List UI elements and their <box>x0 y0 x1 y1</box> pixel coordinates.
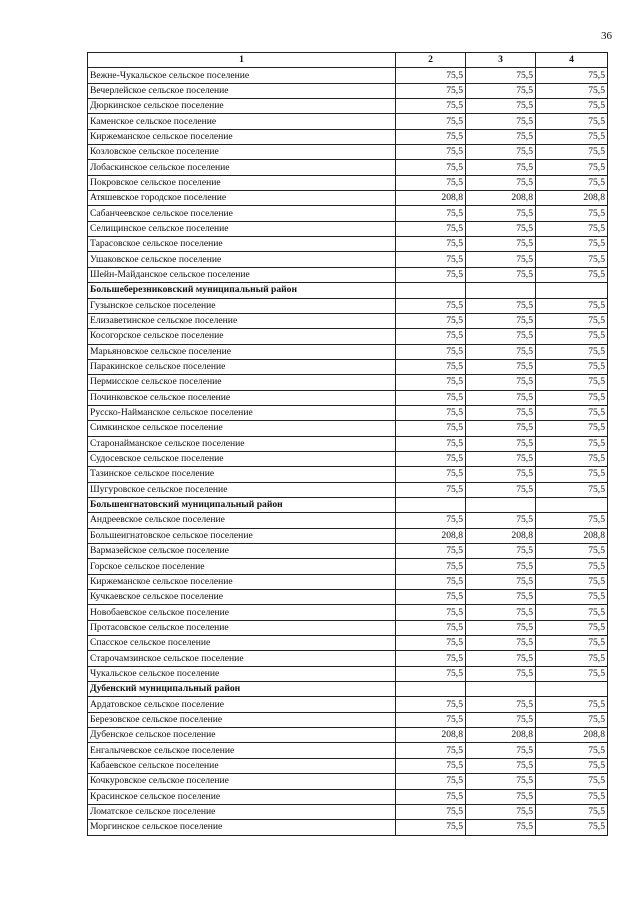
table-row <box>88 574 608 589</box>
table-row <box>88 620 608 635</box>
value-cell-col4: 75,5 <box>536 651 608 666</box>
value-cell-col2: 75,5 <box>396 114 466 129</box>
settlement-name: Спасское сельское поселение <box>88 636 396 651</box>
value-cell-col2: 75,5 <box>396 83 466 98</box>
value-cell-col4: 75,5 <box>536 375 608 390</box>
value-cell-col4: 75,5 <box>536 636 608 651</box>
value-cell-col2: 75,5 <box>396 544 466 559</box>
settlements-table <box>87 52 608 836</box>
district-header-row <box>88 497 608 512</box>
table-row <box>88 590 608 605</box>
value-cell-col3: 75,5 <box>466 344 536 359</box>
table-row <box>88 651 608 666</box>
value-cell-col4: 75,5 <box>536 99 608 114</box>
value-cell-col4: 75,5 <box>536 482 608 497</box>
settlement-name: Русско-Найманское сельское поселение <box>88 405 396 420</box>
settlement-name: Покровское сельское поселение <box>88 175 396 190</box>
table-row <box>88 528 608 543</box>
value-cell-col4: 75,5 <box>536 789 608 804</box>
value-cell-col2: 75,5 <box>396 160 466 175</box>
settlement-name: Атяшевское городское поселение <box>88 191 396 206</box>
value-cell-col4: 75,5 <box>536 544 608 559</box>
value-cell-col2: 75,5 <box>396 513 466 528</box>
empty-cell <box>466 682 536 697</box>
table-row <box>88 774 608 789</box>
table-row <box>88 482 608 497</box>
table-row <box>88 375 608 390</box>
value-cell-col2: 75,5 <box>396 636 466 651</box>
value-cell-col3: 75,5 <box>466 375 536 390</box>
settlement-name: Кабаевское сельское поселение <box>88 758 396 773</box>
table-row <box>88 405 608 420</box>
settlement-name: Каменское сельское поселение <box>88 114 396 129</box>
table-row <box>88 758 608 773</box>
value-cell-col2: 75,5 <box>396 267 466 282</box>
settlement-name: Тазинское сельское поселение <box>88 467 396 482</box>
value-cell-col2: 75,5 <box>396 145 466 160</box>
value-cell-col3: 75,5 <box>466 666 536 681</box>
value-cell-col4: 75,5 <box>536 83 608 98</box>
value-cell-col2: 75,5 <box>396 651 466 666</box>
value-cell-col4: 75,5 <box>536 421 608 436</box>
settlement-name: Кучкаевское сельское поселение <box>88 590 396 605</box>
value-cell-col3: 75,5 <box>466 390 536 405</box>
value-cell-col2: 75,5 <box>396 405 466 420</box>
table-row <box>88 636 608 651</box>
value-cell-col3: 75,5 <box>466 206 536 221</box>
value-cell-col4: 75,5 <box>536 313 608 328</box>
settlement-name: Киржеманское сельское поселение <box>88 574 396 589</box>
settlement-name: Андреевское сельское поселение <box>88 513 396 528</box>
value-cell-col3: 75,5 <box>466 605 536 620</box>
value-cell-col3: 75,5 <box>466 99 536 114</box>
table-row <box>88 804 608 819</box>
value-cell-col3: 75,5 <box>466 636 536 651</box>
table-row <box>88 743 608 758</box>
value-cell-col3: 75,5 <box>466 712 536 727</box>
table-row <box>88 267 608 282</box>
table-row <box>88 559 608 574</box>
value-cell-col3: 75,5 <box>466 574 536 589</box>
value-cell-col2: 75,5 <box>396 359 466 374</box>
value-cell-col4: 75,5 <box>536 467 608 482</box>
value-cell-col4: 75,5 <box>536 68 608 83</box>
table-header-row <box>88 53 608 68</box>
value-cell-col4: 75,5 <box>536 436 608 451</box>
value-cell-col3: 75,5 <box>466 651 536 666</box>
settlement-name: Симкинское сельское поселение <box>88 421 396 436</box>
value-cell-col2: 75,5 <box>396 421 466 436</box>
value-cell-col2: 75,5 <box>396 221 466 236</box>
table-row <box>88 390 608 405</box>
table-row <box>88 789 608 804</box>
table-row <box>88 237 608 252</box>
value-cell-col3: 75,5 <box>466 513 536 528</box>
table-row <box>88 329 608 344</box>
value-cell-col2: 75,5 <box>396 313 466 328</box>
value-cell-col4: 75,5 <box>536 620 608 635</box>
value-cell-col3: 75,5 <box>466 743 536 758</box>
value-cell-col2: 75,5 <box>396 712 466 727</box>
empty-cell <box>536 682 608 697</box>
value-cell-col4: 75,5 <box>536 774 608 789</box>
table-row <box>88 513 608 528</box>
value-cell-col4: 75,5 <box>536 359 608 374</box>
value-cell-col2: 75,5 <box>396 344 466 359</box>
value-cell-col3: 75,5 <box>466 774 536 789</box>
value-cell-col4: 75,5 <box>536 605 608 620</box>
column-header-3: 3 <box>466 53 536 68</box>
value-cell-col4: 75,5 <box>536 129 608 144</box>
table-row <box>88 359 608 374</box>
value-cell-col3: 75,5 <box>466 83 536 98</box>
value-cell-col2: 75,5 <box>396 298 466 313</box>
value-cell-col2: 75,5 <box>396 559 466 574</box>
table-row <box>88 145 608 160</box>
settlement-name: Лобаскинское сельское поселение <box>88 160 396 175</box>
settlement-name: Вармазейское сельское поселение <box>88 544 396 559</box>
value-cell-col2: 75,5 <box>396 175 466 190</box>
value-cell-col2: 75,5 <box>396 206 466 221</box>
value-cell-col2: 208,8 <box>396 191 466 206</box>
value-cell-col4: 75,5 <box>536 221 608 236</box>
value-cell-col3: 75,5 <box>466 620 536 635</box>
value-cell-col3: 75,5 <box>466 68 536 83</box>
value-cell-col3: 75,5 <box>466 160 536 175</box>
settlement-name: Гузынское сельское поселение <box>88 298 396 313</box>
value-cell-col3: 75,5 <box>466 129 536 144</box>
value-cell-col3: 75,5 <box>466 436 536 451</box>
page-number: 36 <box>601 30 612 42</box>
value-cell-col4: 208,8 <box>536 728 608 743</box>
settlement-name: Судосевское сельское поселение <box>88 451 396 466</box>
value-cell-col2: 75,5 <box>396 390 466 405</box>
value-cell-col2: 75,5 <box>396 129 466 144</box>
value-cell-col2: 75,5 <box>396 758 466 773</box>
value-cell-col2: 75,5 <box>396 375 466 390</box>
settlement-name: Старонайманское сельское поселение <box>88 436 396 451</box>
value-cell-col2: 75,5 <box>396 666 466 681</box>
table-row <box>88 252 608 267</box>
settlement-name: Починковское сельское поселение <box>88 390 396 405</box>
value-cell-col4: 75,5 <box>536 804 608 819</box>
table-row <box>88 298 608 313</box>
settlement-name: Киржеманское сельское поселение <box>88 129 396 144</box>
value-cell-col4: 75,5 <box>536 513 608 528</box>
empty-cell <box>536 497 608 512</box>
settlement-name: Дубенское сельское поселение <box>88 728 396 743</box>
value-cell-col2: 75,5 <box>396 697 466 712</box>
value-cell-col2: 75,5 <box>396 605 466 620</box>
value-cell-col2: 75,5 <box>396 804 466 819</box>
value-cell-col4: 75,5 <box>536 451 608 466</box>
value-cell-col4: 75,5 <box>536 237 608 252</box>
table-row <box>88 83 608 98</box>
value-cell-col4: 75,5 <box>536 267 608 282</box>
value-cell-col3: 208,8 <box>466 191 536 206</box>
value-cell-col4: 75,5 <box>536 712 608 727</box>
table-row <box>88 712 608 727</box>
table-row <box>88 68 608 83</box>
value-cell-col3: 75,5 <box>466 313 536 328</box>
table-row <box>88 697 608 712</box>
value-cell-col4: 75,5 <box>536 559 608 574</box>
value-cell-col2: 75,5 <box>396 467 466 482</box>
value-cell-col3: 75,5 <box>466 298 536 313</box>
value-cell-col3: 75,5 <box>466 559 536 574</box>
value-cell-col4: 75,5 <box>536 160 608 175</box>
settlement-name: Ушаковское сельское поселение <box>88 252 396 267</box>
table-row <box>88 160 608 175</box>
settlement-name: Березовское сельское поселение <box>88 712 396 727</box>
settlement-name: Кочкуровское сельское поселение <box>88 774 396 789</box>
value-cell-col4: 75,5 <box>536 574 608 589</box>
value-cell-col3: 75,5 <box>466 789 536 804</box>
value-cell-col3: 75,5 <box>466 421 536 436</box>
table-row <box>88 728 608 743</box>
value-cell-col3: 75,5 <box>466 482 536 497</box>
table-row <box>88 421 608 436</box>
table-row <box>88 451 608 466</box>
district-name: Большеигнатовский муниципальный район <box>88 497 396 512</box>
table-row <box>88 344 608 359</box>
settlement-name: Марьяновское сельское поселение <box>88 344 396 359</box>
value-cell-col2: 75,5 <box>396 789 466 804</box>
value-cell-col2: 75,5 <box>396 451 466 466</box>
district-header-row <box>88 682 608 697</box>
settlement-name: Ардатовское сельское поселение <box>88 697 396 712</box>
value-cell-col4: 75,5 <box>536 697 608 712</box>
table-row <box>88 467 608 482</box>
value-cell-col3: 75,5 <box>466 758 536 773</box>
empty-cell <box>396 682 466 697</box>
settlement-name: Чукальское сельское поселение <box>88 666 396 681</box>
value-cell-col3: 75,5 <box>466 590 536 605</box>
settlement-name: Горское сельское поселение <box>88 559 396 574</box>
empty-cell <box>466 497 536 512</box>
value-cell-col3: 75,5 <box>466 820 536 835</box>
value-cell-col4: 75,5 <box>536 252 608 267</box>
value-cell-col3: 75,5 <box>466 405 536 420</box>
column-header-2: 2 <box>396 53 466 68</box>
table-row <box>88 129 608 144</box>
settlement-name: Козловское сельское поселение <box>88 145 396 160</box>
value-cell-col4: 208,8 <box>536 528 608 543</box>
table-row <box>88 436 608 451</box>
value-cell-col4: 75,5 <box>536 145 608 160</box>
settlement-name: Тарасовское сельское поселение <box>88 237 396 252</box>
settlement-name: Ломатское сельское поселение <box>88 804 396 819</box>
value-cell-col2: 75,5 <box>396 68 466 83</box>
settlement-name: Косогорское сельское поселение <box>88 329 396 344</box>
value-cell-col4: 75,5 <box>536 820 608 835</box>
value-cell-col2: 75,5 <box>396 820 466 835</box>
table-row <box>88 175 608 190</box>
table-row <box>88 114 608 129</box>
value-cell-col2: 75,5 <box>396 620 466 635</box>
value-cell-col3: 208,8 <box>466 528 536 543</box>
table-row <box>88 313 608 328</box>
value-cell-col3: 75,5 <box>466 804 536 819</box>
value-cell-col4: 75,5 <box>536 206 608 221</box>
empty-cell <box>396 283 466 298</box>
value-cell-col2: 208,8 <box>396 728 466 743</box>
table-row <box>88 206 608 221</box>
value-cell-col4: 75,5 <box>536 590 608 605</box>
table-row <box>88 191 608 206</box>
value-cell-col4: 75,5 <box>536 390 608 405</box>
value-cell-col4: 75,5 <box>536 298 608 313</box>
value-cell-col3: 75,5 <box>466 544 536 559</box>
value-cell-col3: 75,5 <box>466 697 536 712</box>
table-row <box>88 666 608 681</box>
table-body <box>88 68 608 835</box>
settlement-name: Пермисское сельское поселение <box>88 375 396 390</box>
value-cell-col4: 75,5 <box>536 405 608 420</box>
district-header-row <box>88 283 608 298</box>
value-cell-col3: 75,5 <box>466 267 536 282</box>
value-cell-col4: 75,5 <box>536 114 608 129</box>
empty-cell <box>536 283 608 298</box>
settlement-name: Шугуровское сельское поселение <box>88 482 396 497</box>
settlement-name: Дюркинское сельское поселение <box>88 99 396 114</box>
value-cell-col4: 75,5 <box>536 743 608 758</box>
value-cell-col3: 208,8 <box>466 728 536 743</box>
settlement-name: Паракинское сельское поселение <box>88 359 396 374</box>
settlement-name: Вежне-Чукальское сельское поселение <box>88 68 396 83</box>
value-cell-col3: 75,5 <box>466 175 536 190</box>
value-cell-col2: 75,5 <box>396 99 466 114</box>
table-row <box>88 99 608 114</box>
value-cell-col4: 75,5 <box>536 344 608 359</box>
value-cell-col2: 75,5 <box>396 329 466 344</box>
settlement-name: Красинское сельское поселение <box>88 789 396 804</box>
settlement-name: Моргинское сельское поселение <box>88 820 396 835</box>
value-cell-col4: 208,8 <box>536 191 608 206</box>
value-cell-col2: 208,8 <box>396 528 466 543</box>
value-cell-col3: 75,5 <box>466 467 536 482</box>
settlement-name: Протасовское сельское поселение <box>88 620 396 635</box>
value-cell-col4: 75,5 <box>536 175 608 190</box>
table-row <box>88 820 608 835</box>
value-cell-col2: 75,5 <box>396 774 466 789</box>
settlement-name: Сабанчеевское сельское поселение <box>88 206 396 221</box>
settlement-name: Большеигнатовское сельское поселение <box>88 528 396 543</box>
settlement-name: Новобаевское сельское поселение <box>88 605 396 620</box>
table-row <box>88 544 608 559</box>
value-cell-col4: 75,5 <box>536 329 608 344</box>
value-cell-col4: 75,5 <box>536 666 608 681</box>
value-cell-col3: 75,5 <box>466 114 536 129</box>
table-row <box>88 605 608 620</box>
value-cell-col3: 75,5 <box>466 451 536 466</box>
district-name: Дубенский муниципальный район <box>88 682 396 697</box>
value-cell-col2: 75,5 <box>396 436 466 451</box>
value-cell-col3: 75,5 <box>466 221 536 236</box>
value-cell-col2: 75,5 <box>396 590 466 605</box>
settlement-name: Старочамзинское сельское поселение <box>88 651 396 666</box>
value-cell-col3: 75,5 <box>466 329 536 344</box>
empty-cell <box>466 283 536 298</box>
value-cell-col2: 75,5 <box>396 574 466 589</box>
value-cell-col3: 75,5 <box>466 252 536 267</box>
value-cell-col2: 75,5 <box>396 743 466 758</box>
table-row <box>88 221 608 236</box>
value-cell-col2: 75,5 <box>396 482 466 497</box>
value-cell-col3: 75,5 <box>466 237 536 252</box>
settlement-name: Шейн-Майданское сельское поселение <box>88 267 396 282</box>
settlement-name: Енгалычевское сельское поселение <box>88 743 396 758</box>
column-header-1: 1 <box>88 53 396 68</box>
value-cell-col3: 75,5 <box>466 359 536 374</box>
value-cell-col2: 75,5 <box>396 237 466 252</box>
column-header-4: 4 <box>536 53 608 68</box>
district-name: Большеберезниковский муниципальный район <box>88 283 396 298</box>
settlement-name: Вечерлейское сельское поселение <box>88 83 396 98</box>
value-cell-col3: 75,5 <box>466 145 536 160</box>
settlement-name: Селищинское сельское поселение <box>88 221 396 236</box>
value-cell-col2: 75,5 <box>396 252 466 267</box>
value-cell-col4: 75,5 <box>536 758 608 773</box>
empty-cell <box>396 497 466 512</box>
settlement-name: Елизаветинское сельское поселение <box>88 313 396 328</box>
